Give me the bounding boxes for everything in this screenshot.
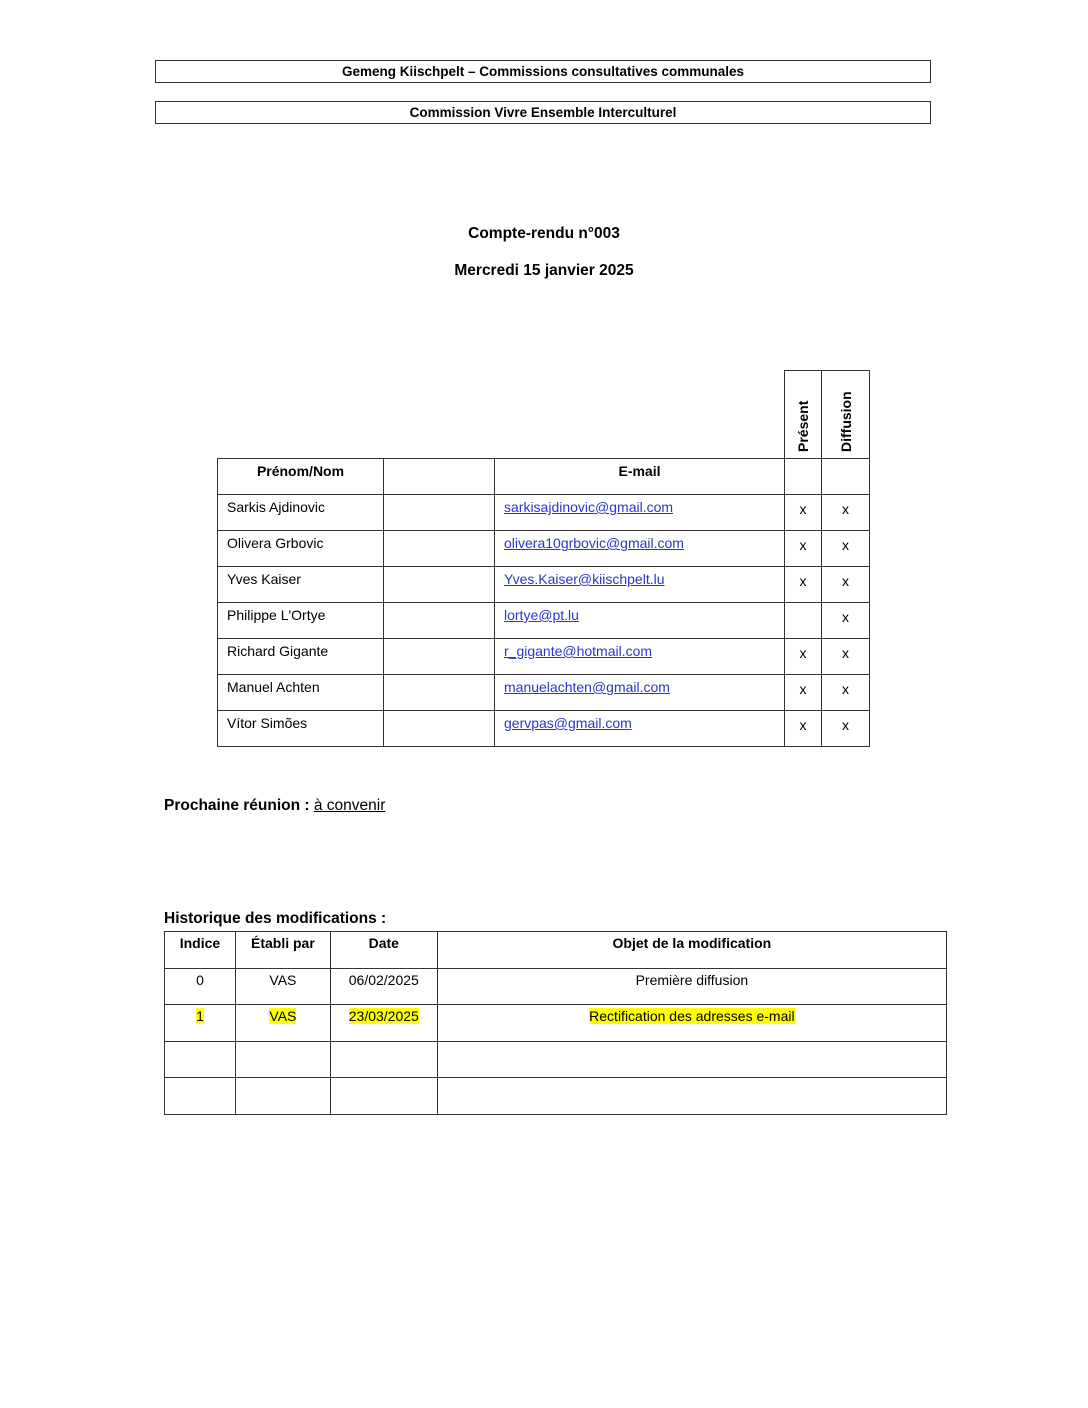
indice-cell: 1 — [196, 1008, 204, 1024]
table-row — [218, 711, 870, 747]
table-row — [218, 603, 870, 639]
present-mark: x — [785, 639, 822, 675]
table-row — [165, 1078, 947, 1115]
diffusion-mark: x — [822, 567, 870, 603]
diffusion-mark: x — [822, 603, 870, 639]
member-email-link[interactable]: sarkisajdinovic@gmail.com — [504, 499, 674, 515]
table-row — [165, 1005, 947, 1042]
present-mark: x — [785, 531, 822, 567]
member-name: Richard Gigante — [218, 639, 384, 675]
table-row — [218, 639, 870, 675]
table-row — [218, 567, 870, 603]
name-header: Prénom/Nom — [218, 459, 384, 495]
header-commune: Gemeng Kiischpelt – Commissions consultatives communales — [155, 60, 931, 83]
indice-cell: 0 — [196, 971, 204, 988]
member-email-link[interactable]: gervpas@gmail.com — [504, 715, 632, 731]
by-cell: VAS — [269, 1008, 297, 1024]
diffusion-mark: x — [822, 711, 870, 747]
member-name: Olivera Grbovic — [218, 531, 384, 567]
date-cell: 06/02/2025 — [348, 971, 419, 988]
present-header: Présent — [785, 371, 822, 459]
next-meeting-value: à convenir — [313, 797, 386, 814]
table-row — [165, 1041, 947, 1078]
member-email-link[interactable]: lortye@pt.lu — [504, 607, 579, 623]
header-row — [218, 459, 870, 495]
member-name: Yves Kaiser — [218, 567, 384, 603]
table-row — [165, 968, 947, 1005]
date-header: Date — [330, 932, 437, 969]
email-header: E-mail — [495, 459, 785, 495]
member-email-link[interactable]: olivera10grbovic@gmail.com — [504, 535, 684, 551]
diffusion-mark: x — [822, 639, 870, 675]
diffusion-mark: x — [822, 531, 870, 567]
member-name: Vítor Simões — [218, 711, 384, 747]
member-name: Manuel Achten — [218, 675, 384, 711]
table-row — [218, 675, 870, 711]
member-name: Philippe L'Ortye — [218, 603, 384, 639]
rotated-header-row — [218, 371, 870, 459]
next-meeting — [164, 797, 385, 815]
table-row — [218, 531, 870, 567]
diffusion-mark: x — [822, 495, 870, 531]
date-cell: 23/03/2025 — [348, 1008, 419, 1024]
member-email-link[interactable]: r_gigante@hotmail.com — [504, 643, 653, 659]
by-header: Établi par — [235, 932, 330, 969]
present-mark: x — [785, 495, 822, 531]
table-row — [218, 495, 870, 531]
header-commission: Commission Vivre Ensemble Interculturel — [155, 101, 931, 124]
present-mark: x — [785, 567, 822, 603]
report-number: Compte-rendu n°003 — [468, 225, 620, 242]
member-name: Sarkis Ajdinovic — [218, 495, 384, 531]
diffusion-header: Diffusion — [822, 371, 870, 459]
diffusion-mark: x — [822, 675, 870, 711]
member-email-link[interactable]: Yves.Kaiser@kiischpelt.lu — [504, 571, 665, 587]
present-mark: x — [785, 675, 822, 711]
member-email-link[interactable]: manuelachten@gmail.com — [504, 679, 670, 695]
present-mark — [785, 603, 822, 639]
history-header-row — [165, 932, 947, 969]
next-meeting-label: Prochaine réunion : — [164, 797, 310, 814]
report-date: Mercredi 15 janvier 2025 — [454, 262, 634, 279]
object-cell: Rectification des adresses e-mail — [589, 1008, 795, 1024]
by-cell: VAS — [269, 971, 297, 988]
history-table — [164, 931, 947, 1115]
members-table — [217, 370, 870, 747]
object-header: Objet de la modification — [437, 932, 946, 969]
present-mark: x — [785, 711, 822, 747]
history-title: Historique des modifications : — [164, 910, 387, 927]
object-cell: Première diffusion — [635, 971, 749, 988]
blank-header — [384, 459, 495, 495]
indice-header: Indice — [165, 932, 236, 969]
